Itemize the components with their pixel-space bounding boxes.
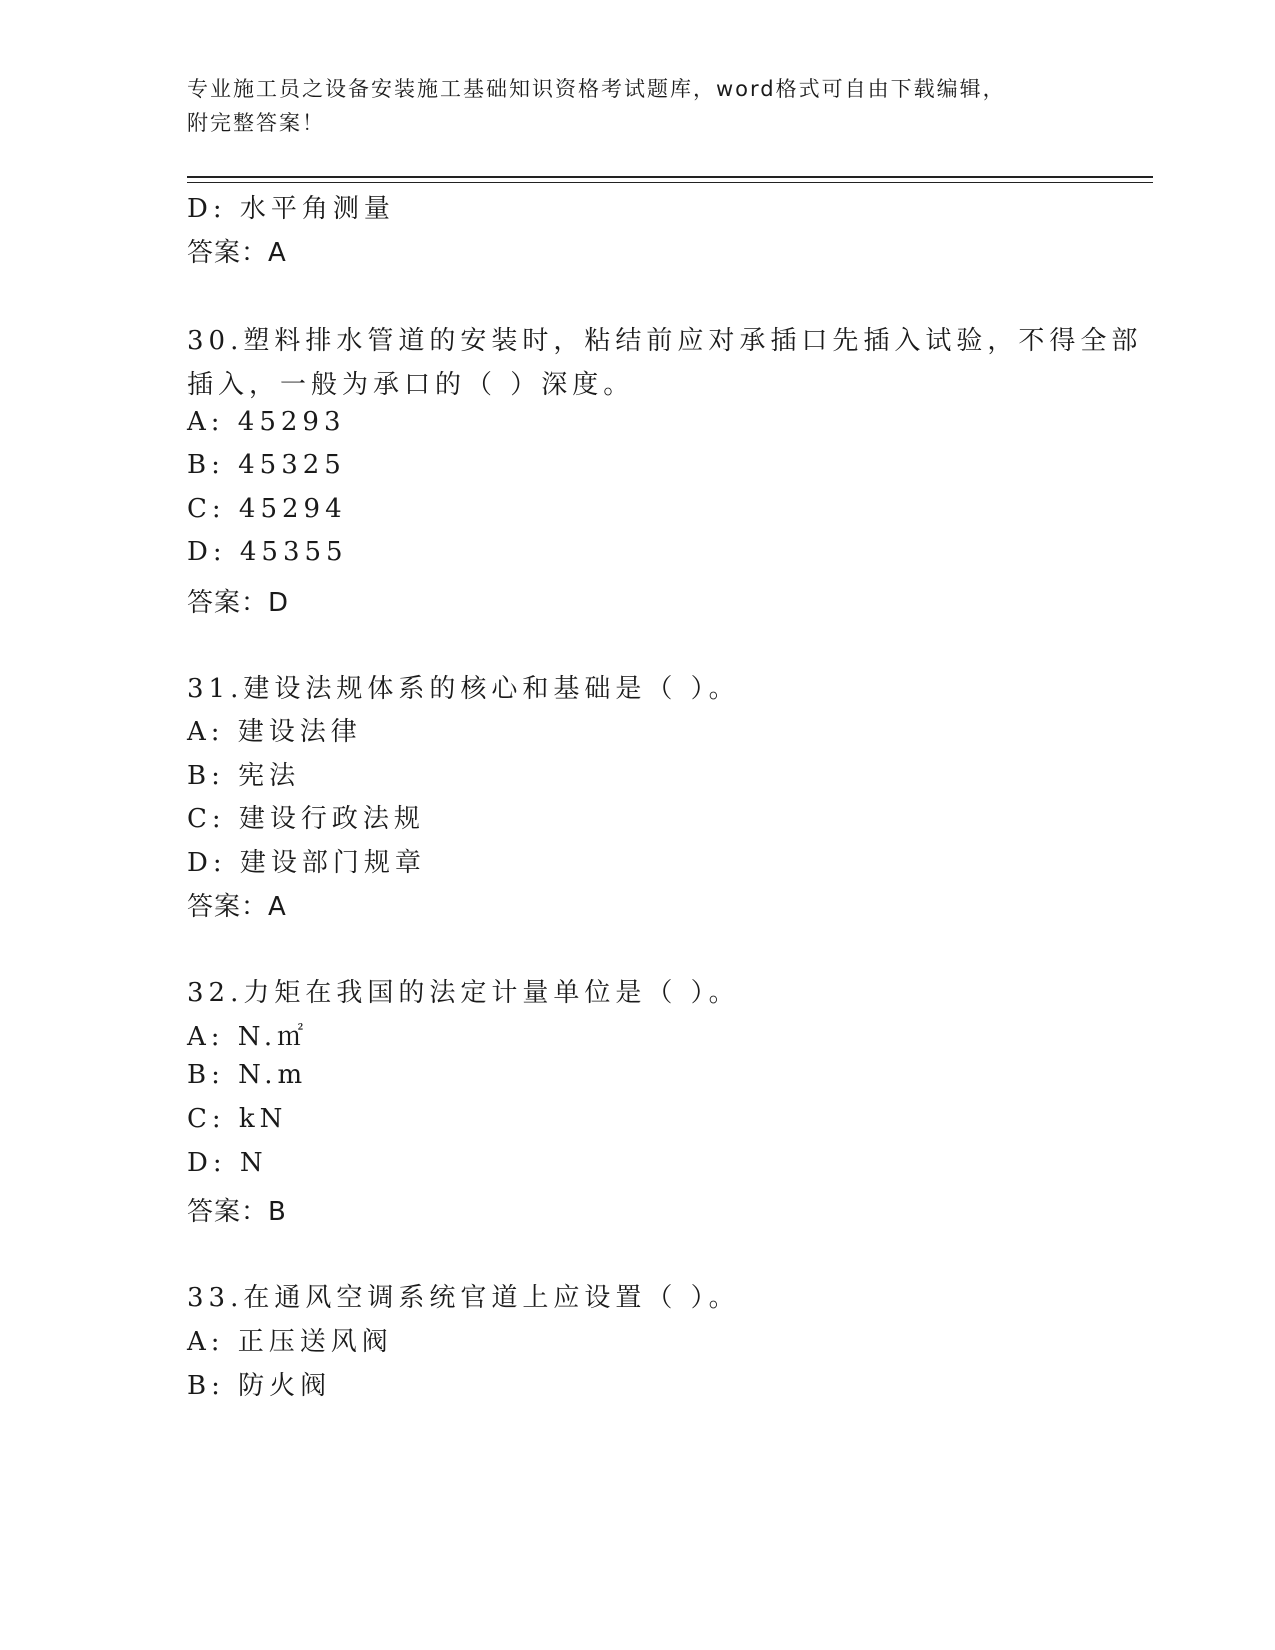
- q32-option-a: A: N.㎡: [187, 1022, 309, 1052]
- q32-answer: 答案：B: [187, 1197, 287, 1227]
- q32-option-d: D: N: [187, 1148, 268, 1178]
- q31-option-a: A: 建设法律: [187, 717, 362, 747]
- q33-option-b: B: 防火阀: [187, 1371, 332, 1401]
- q31-option-d: D: 建设部门规章: [187, 848, 426, 878]
- header-rule-thin: [187, 182, 1153, 183]
- q30-option-a: A: 45293: [187, 407, 346, 437]
- header-line-1: 专业施工员之设备安装施工基础知识资格考试题库，word格式可自由下载编辑，: [187, 77, 1006, 101]
- q32-option-b: B: N.m: [187, 1060, 308, 1090]
- document-header: [187, 72, 1087, 140]
- q30-stem-line-2: 插入，一般为承口的（ ）深度。: [187, 370, 635, 400]
- q33-stem: 33.在通风空调系统官道上应设置（ ）。: [187, 1283, 740, 1313]
- q30-answer: 答案：D: [187, 588, 290, 618]
- q31-answer: 答案：A: [187, 892, 287, 922]
- q30-option-c: C: 45294: [187, 494, 347, 524]
- q31-stem: 31.建设法规体系的核心和基础是（ ）。: [187, 674, 740, 704]
- prev-option-d: D: 水平角测量: [187, 194, 395, 224]
- prev-answer: 答案：A: [187, 238, 287, 268]
- q30-option-b: B: 45325: [187, 450, 346, 480]
- q32-option-c: C: kN: [187, 1104, 288, 1134]
- q31-option-c: C: 建设行政法规: [187, 804, 425, 834]
- q30-stem-line-1: 30.塑料排水管道的安装时，粘结前应对承插口先插入试验，不得全部: [187, 326, 1143, 356]
- q30-option-d: D: 45355: [187, 537, 348, 567]
- q32-stem: 32.力矩在我国的法定计量单位是（ ）。: [187, 978, 740, 1008]
- header-line-2: 附完整答案！: [187, 111, 325, 135]
- q31-option-b: B: 宪法: [187, 761, 301, 791]
- header-rule-thick: [187, 176, 1153, 178]
- q33-option-a: A: 正压送风阀: [187, 1327, 393, 1357]
